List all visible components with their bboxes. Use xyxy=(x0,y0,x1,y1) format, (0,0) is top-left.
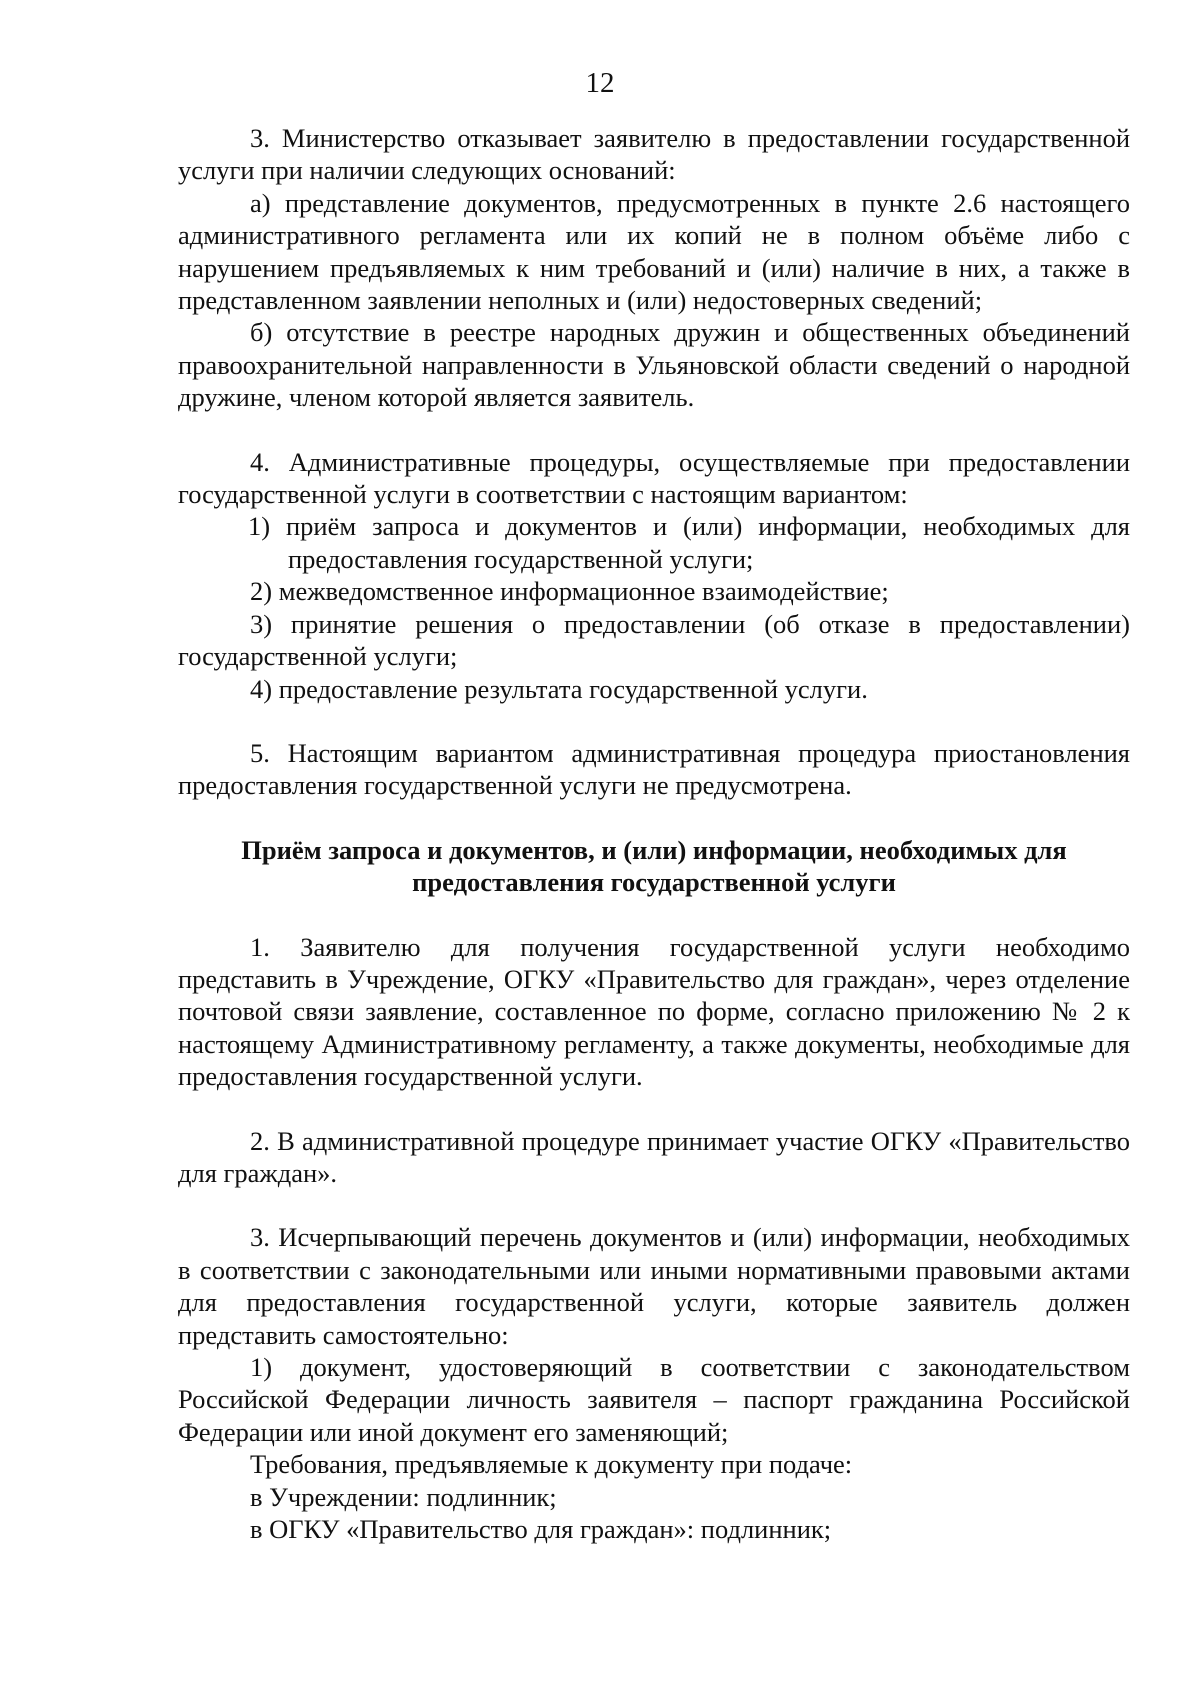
paragraph-refusal-b: б) отсутствие в реестре народных дружин и общественных объединений правоохранительной направленности в Ульяновской области сведений о народной дружине, членом которой является заявитель. xyxy=(178,317,1130,413)
list-item-procedure-3: 3) принятие решения о предоставлении (об отказе в предоставлении) государственной услуги; xyxy=(178,608,1130,672)
requirement-ogku: в ОГКУ «Правительство для граждан»: подлинник; xyxy=(250,1514,832,1545)
list-item-procedure-2: 2) межведомственное информационное взаимодействие; xyxy=(250,576,889,607)
section-heading: Приём запроса и документов, и (или) информации, необходимых для предоставления государственной услуги xyxy=(241,834,1067,898)
list-item-procedure-4: 4) предоставление результата государственной услуги. xyxy=(250,673,868,704)
page-number: 12 xyxy=(585,67,615,99)
paragraph-suspension: 5. Настоящим вариантом административная процедура приостановления предоставления государственной услуги не предусмотрена. xyxy=(178,737,1130,801)
list-item-procedure-1: 1) приём запроса и документов и (или) информации, необходимых для предоставления государственной услуги; xyxy=(248,511,1130,574)
paragraph-refusal-a: а) представление документов, предусмотренных в пункте 2.6 настоящего административного регламента или их копий не в полном объёме либо с нарушением предъявляемых к ним требований и (или) наличие в них, а также в представленном заявлении неполных и (или) недостоверных сведений; xyxy=(178,187,1130,316)
paragraph-documents-list-intro: 3. Исчерпывающий перечень документов и (или) информации, необходимых в соответствии с законодательными или иными нормативными правовыми актами для предоставления государственной услуги, которые заявитель должен представить самостоятельно: xyxy=(178,1222,1130,1350)
page-content xyxy=(178,122,1130,1545)
paragraph-submission: 1. Заявителю для получения государственной услуги необходимо представить в Учреждение, ОГКУ «Правительство для граждан», через отделение почтовой связи заявление, составленное по форме, согласно приложению № 2 к настоящему Административному регламенту, а также документы, необходимые для предоставления государственной услуги. xyxy=(178,931,1130,1092)
list-item-document-1: 1) документ, удостоверяющий в соответствии с законодательством Российской Федерации личность заявителя – паспорт гражданина Российской Федерации или иной документ его заменяющий; xyxy=(178,1352,1130,1447)
paragraph-participant: 2. В административной процедуре принимает участие ОГКУ «Правительство для граждан». xyxy=(178,1125,1130,1188)
paragraph-procedures-intro: 4. Административные процедуры, осуществляемые при предоставлении государственной услуги в соответствии с настоящим вариантом: xyxy=(178,446,1130,510)
requirement-institution: в Учреждении: подлинник; xyxy=(250,1481,557,1512)
paragraph-requirements: Требования, предъявляемые к документу при подаче: xyxy=(250,1449,853,1480)
paragraph-refusal-intro: 3. Министерство отказывает заявителю в предоставлении государственной услуги при наличии следующих оснований: xyxy=(178,123,1130,186)
